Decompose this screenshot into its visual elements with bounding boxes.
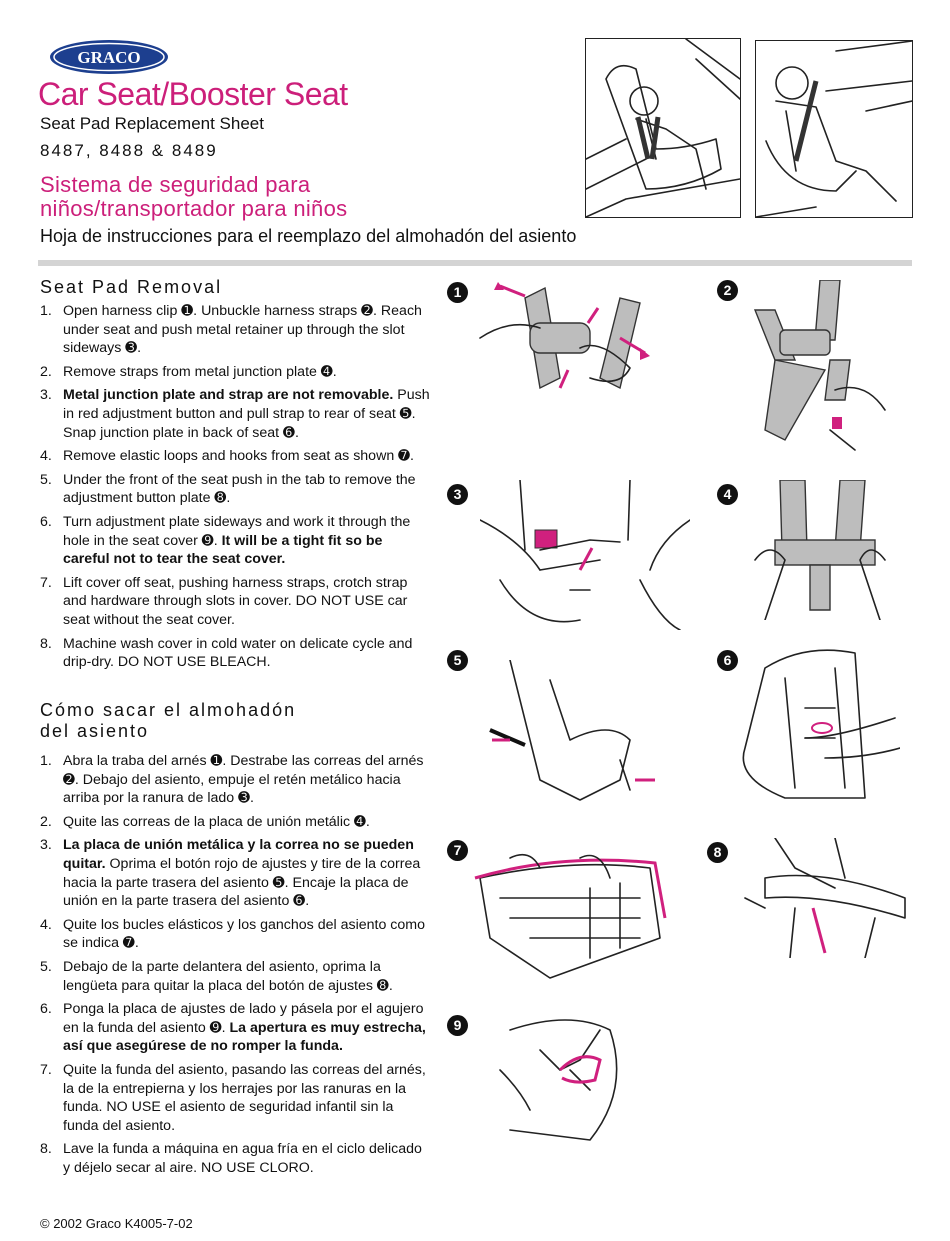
step-number: 2.	[40, 363, 52, 380]
figure-6-seat-back	[725, 648, 900, 808]
figure-7-elastic-loops	[470, 838, 670, 988]
en-step-4	[40, 447, 432, 466]
es-title-line1: Sistema de seguridad para	[40, 172, 311, 197]
page-title: Car Seat/Booster Seat	[38, 76, 348, 112]
en-step-8	[40, 635, 432, 672]
figure-4-junction-plate	[745, 480, 895, 620]
step-number: 3.	[40, 837, 52, 854]
step-text: Machine wash cover in cold water on delicate cycle and drip-dry. DO NOT USE BLEACH.	[63, 635, 413, 671]
en-steps-list	[40, 302, 432, 677]
seat-illustration-harness	[585, 38, 741, 218]
es-title	[40, 173, 347, 221]
figure-2-unbuckle	[745, 280, 895, 470]
step-text: Quite las correas de la placa de unión metálic ➍.	[63, 813, 370, 830]
figure-badge-7: 7	[447, 840, 468, 861]
step-number: 5.	[40, 471, 52, 488]
figure-5-adjustment-button	[480, 660, 670, 810]
step-bold-text: Metal junction plate and strap are not removable.	[63, 387, 394, 404]
step-bold-text: La placa de unión metálica y la correa no se pueden quitar.	[63, 837, 414, 872]
figure-badge-5: 5	[447, 650, 468, 671]
es-steps-list	[40, 752, 432, 1182]
step-number: 7.	[40, 1061, 52, 1078]
step-number: 2.	[40, 813, 52, 830]
step-bold-text: It will be a tight fit so be careful not to tear the seat cover.	[63, 532, 383, 568]
figure-badge-9: 9	[447, 1015, 468, 1036]
en-step-2	[40, 363, 432, 382]
es-step-7	[40, 1061, 432, 1135]
es-step-6	[40, 1000, 432, 1056]
step-text: Quite la funda del asiento, pasando las correas del arnés, la de la entrepierna y los herrajes por las ranuras en la funda. NO USE el asiento de seguridad infantil sin la funda del asiento.	[63, 1061, 426, 1134]
graco-logo	[48, 38, 170, 76]
step-text: Oprima el botón rojo de ajustes y tire de la correa hacia la parte trasera del asiento ➎. Encaje la placa de unión en la parte trasera del asiento ➏.	[63, 855, 421, 910]
figure-badge-8: 8	[707, 842, 728, 863]
figure-9-seat-cover-hole	[490, 1010, 635, 1150]
step-number: 6.	[40, 1001, 52, 1018]
step-number: 6.	[40, 513, 52, 530]
step-text: Open harness clip ➊. Unbuckle harness straps ➋. Reach under seat and push metal retainer up through the slot sideways ➌.	[63, 303, 422, 357]
step-number: 4.	[40, 448, 52, 465]
figure-badge-2: 2	[717, 280, 738, 301]
step-text: Push in red adjustment button and pull strap to rear of seat ➎. Snap junction plate in back of seat ➏.	[63, 387, 430, 441]
step-number: 5.	[40, 958, 52, 975]
es-step-5	[40, 958, 432, 995]
section-divider	[38, 260, 912, 266]
en-section-heading: Seat Pad Removal	[40, 277, 223, 297]
en-step-6	[40, 513, 432, 569]
es-title-line2: niños/transportador para niños	[40, 196, 348, 221]
es-section-heading	[40, 700, 296, 742]
es-step-3	[40, 836, 432, 910]
es-step-4	[40, 916, 432, 953]
step-text: Lift cover off seat, pushing harness straps, crotch strap and hardware through slots in cover. DO NOT USE car seat without the seat cover.	[63, 574, 408, 628]
figure-badge-4: 4	[717, 484, 738, 505]
step-number: 3.	[40, 387, 52, 404]
es-step-8	[40, 1140, 432, 1177]
figure-3-metal-retainer	[480, 480, 690, 630]
es-step-2	[40, 813, 432, 832]
figure-badge-6: 6	[717, 650, 738, 671]
step-text: Ponga la placa de ajustes de lado y pásela por el agujero en la funda del asiento ➒.	[63, 1001, 424, 1036]
step-number: 1.	[40, 303, 52, 319]
step-number: 4.	[40, 916, 52, 933]
en-step-5	[40, 471, 432, 508]
model-numbers: 8487, 8488 & 8489	[40, 141, 218, 160]
es-subtitle: Hoja de instrucciones para el reemplazo del almohadón del asiento	[40, 226, 577, 246]
en-step-3	[40, 386, 432, 442]
step-number: 8.	[40, 635, 52, 652]
step-bold-text: La apertura es muy estrecha, así que asegúrese de no romper la funda.	[63, 1019, 426, 1055]
figure-badge-3: 3	[447, 484, 468, 505]
step-number: 7.	[40, 574, 52, 591]
en-step-1	[40, 302, 432, 358]
seat-illustration-booster	[755, 40, 913, 218]
es-heading-line1: Cómo sacar el almohadón	[40, 700, 297, 720]
step-text: Turn adjustment plate sideways and work it through the hole in the seat cover ➒.	[63, 513, 411, 549]
figure-8-button-plate	[735, 838, 910, 958]
step-text: Lave la funda a máquina en agua fría en el ciclo delicado y déjelo secar al aire. NO USE CLORO.	[63, 1141, 422, 1176]
step-text: Under the front of the seat push in the tab to remove the adjustment button plate ➑.	[63, 471, 416, 507]
page-subtitle: Seat Pad Replacement Sheet	[40, 114, 264, 133]
step-text: Debajo de la parte delantera del asiento, oprima la lengüeta para quitar la placa del botón de ajustes ➑.	[63, 958, 393, 994]
brand-text: GRACO	[77, 48, 141, 67]
footer-copyright: © 2002 Graco K4005-7-02	[40, 1216, 193, 1231]
step-text: Remove straps from metal junction plate ➍.	[63, 363, 337, 380]
figure-1-harness-clip	[470, 278, 670, 428]
es-step-1	[40, 752, 432, 808]
step-number: 1.	[40, 753, 52, 769]
step-text: Remove elastic loops and hooks from seat as shown ➐.	[63, 448, 414, 465]
step-number: 8.	[40, 1141, 52, 1158]
figure-badge-1: 1	[447, 282, 468, 303]
en-step-7	[40, 574, 432, 630]
step-text: Quite los bucles elásticos y los ganchos del asiento como se indica ➐.	[63, 916, 425, 952]
es-heading-line2: del asiento	[40, 721, 150, 741]
step-text: Abra la traba del arnés ➊. Destrabe las correas del arnés ➋. Debajo del asiento, empuje el retén metálico hacia arriba por la ranura de lado ➌.	[63, 753, 424, 807]
